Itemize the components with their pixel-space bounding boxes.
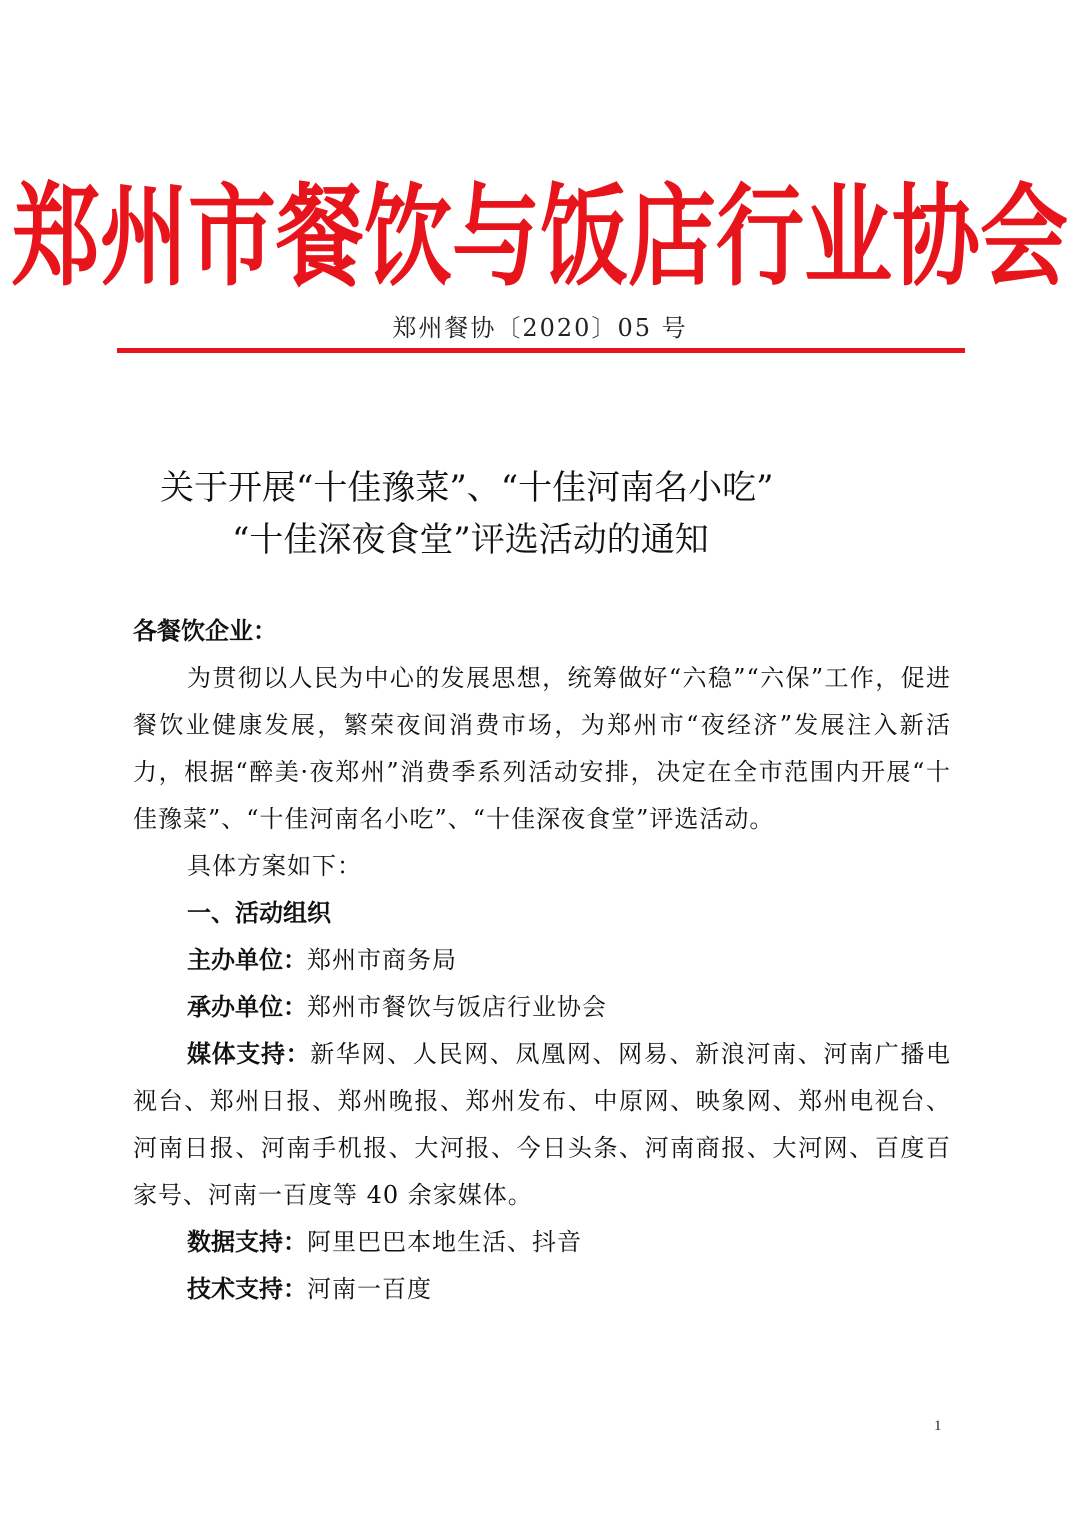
item-data-support-label: 数据支持：	[187, 1228, 307, 1256]
item-organizer-value: 郑州市商务局	[307, 946, 457, 974]
notice-title-line-2: “十佳深夜食堂”评选活动的通知	[232, 520, 709, 560]
salutation: 各餐饮企业：	[133, 617, 277, 645]
item-undertaker	[133, 984, 951, 1031]
item-data-support-value: 阿里巴巴本地生活、抖音	[307, 1228, 582, 1256]
item-undertaker-label: 承办单位：	[187, 993, 307, 1021]
item-undertaker-value: 郑州市餐饮与饭店行业协会	[307, 993, 607, 1021]
page-number: 1	[934, 1418, 942, 1434]
item-media-support-label: 媒体支持：	[187, 1040, 311, 1068]
intro-paragraph: 为贯彻以人民为中心的发展思想，统筹做好“六稳”“六保”工作，促进餐饮业健康发展，繁荣夜间消费市场，为郑州市“夜经济”发展注入新活力，根据“醉美·夜郑州”消费季系列活动安排，决定在全市范围内开展“十佳豫菜”、“十佳河南名小吃”、“十佳深夜食堂”评选活动。	[133, 664, 951, 833]
item-organizer	[133, 937, 951, 984]
notice-title-line-1: 关于开展“十佳豫菜”、“十佳河南名小吃”	[160, 468, 774, 508]
item-technical-support-label: 技术支持：	[187, 1275, 307, 1303]
item-technical-support-value: 河南一百度	[307, 1275, 432, 1303]
red-divider-rule	[117, 348, 965, 353]
item-technical-support	[133, 1266, 951, 1313]
item-data-support	[133, 1219, 951, 1266]
item-organizer-label: 主办单位：	[187, 946, 307, 974]
masthead-org-name: 郑州市餐饮与饭店行业协会	[11, 172, 1068, 302]
notice-body	[133, 608, 951, 1313]
document-number: 郑州餐协〔2020〕05 号	[392, 314, 688, 342]
item-media-support	[133, 1031, 951, 1219]
section-heading-activity-organization: 一、活动组织	[187, 899, 331, 927]
item-media-support-value: 新华网、人民网、凤凰网、网易、新浪河南、河南广播电视台、郑州日报、郑州晚报、郑州发布、中原网、映象网、郑州电视台、河南日报、河南手机报、大河报、今日头条、河南商报、大河网、百度百家号、河南一百度等 40 余家媒体。	[133, 1040, 952, 1209]
notice-title	[120, 462, 960, 566]
plan-intro: 具体方案如下：	[187, 852, 362, 880]
